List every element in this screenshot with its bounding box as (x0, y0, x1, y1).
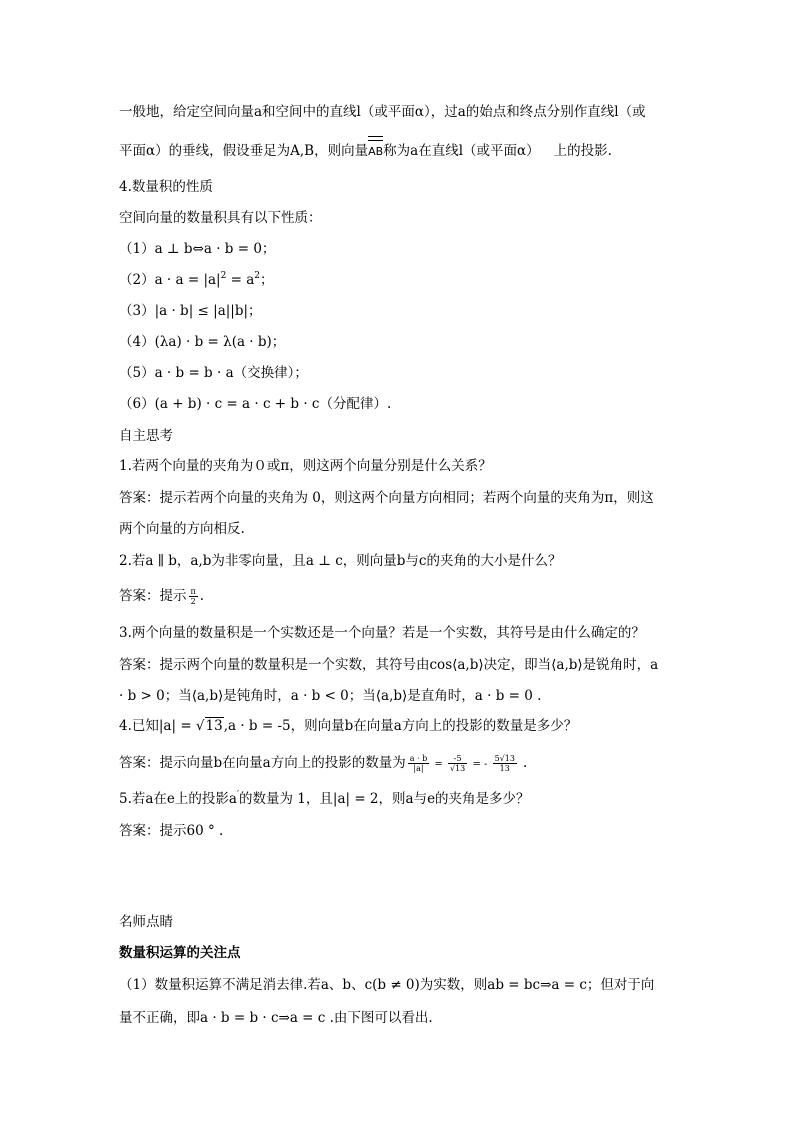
fraction-denominator: 2 (190, 597, 196, 606)
property-1: （1）a ⊥ b⇔a · b = 0； (119, 241, 276, 257)
intro-text: 空间向量的数量积具有以下性质： (119, 210, 322, 226)
radicand: 13 (205, 718, 223, 734)
text-span: 的数量为 1，且|a| = 2，则a与e的夹角是多少？ (239, 791, 530, 807)
text-span: = a (226, 272, 255, 288)
text-span: 5.若a在e上的投影a (119, 791, 237, 807)
self-thinking-heading: 自主思考 (119, 428, 173, 444)
text-span: 4.已知|a| = (119, 718, 196, 734)
fraction-numerator: 5√13 (494, 754, 515, 763)
property-6: （6）(a + b) · c = a · c + b · c（分配律）. (119, 396, 392, 412)
property-2 (119, 270, 679, 290)
sqrt-13: √13 (195, 718, 223, 734)
section-heading: 4.数量积的性质 (119, 179, 213, 195)
teacher-tips-heading: 名师点睛 (119, 914, 173, 930)
text-span: . (522, 755, 528, 771)
text-span: ； (260, 272, 274, 288)
question-1: 1.若两个向量的夹角为０或π，则这两个向量分别是什么关系？ (119, 458, 492, 474)
text-span: = - (469, 759, 491, 770)
text-span: 平面α）的垂线，假设垂足为A,B，则向量 (119, 143, 369, 159)
fraction-pi-over-2 (189, 587, 198, 606)
question-3: 3.两个向量的数量积是一个实数还是一个向量？若是一个实数，其符号是由什么确定的？ (119, 625, 645, 641)
superscript: 2 (254, 271, 261, 281)
question-5 (119, 789, 679, 809)
focus-point-1-line2: 量不正确，即a · b = b · c⇒a = c .由下图可以看出. (119, 1010, 433, 1026)
text-span: = (431, 759, 446, 770)
text-span: 一般地，给定空间向量a和空间中的直线l（或平面α），过a的始点和终点分别作直线l（或 (119, 104, 646, 120)
fraction-minus5-over-sqrt13 (448, 754, 467, 773)
paragraph-projection-line1 (119, 102, 679, 122)
radicand: 13 (504, 754, 515, 763)
question-4 (119, 716, 679, 736)
focus-title: 数量积运算的关注点 (119, 945, 241, 961)
vector-ab: AB (368, 142, 383, 162)
answer-4 (119, 753, 679, 775)
superscript: 2 (220, 271, 227, 281)
text-span: ,a · b = -5，则向量b在向量a方向上的投影的数量是多少？ (223, 718, 578, 734)
fraction-5sqrt13-over-13 (493, 754, 517, 773)
answer-1-line1: 答案：提示若两个向量的夹角为 0，则这两个向量方向相同；若两个向量的夹角为π，则这 (119, 490, 654, 506)
property-5: （5）a · b = b · a（交换律）； (119, 365, 308, 381)
text-span: 称为a在直线l（或平面α） (383, 143, 540, 159)
radicand: 13 (455, 764, 466, 773)
answer-3-line1: 答案：提示两个向量的数量积是一个实数，其符号由cos⟨a,b⟩决定，即当⟨a,b⟩是锐角时，a (119, 657, 659, 673)
property-4: （4）(λa) · b = λ(a · b)； (119, 334, 286, 350)
fraction-denominator: |a| (413, 764, 424, 773)
question-2: 2.若a ∥ b，a,b为非零向量，且a ⊥ c，则向量b与c的夹角的大小是什么？ (119, 553, 562, 569)
fraction-denominator: √13 (449, 764, 466, 773)
text-span: 5 (494, 754, 500, 763)
fraction-denominator: 13 (499, 764, 510, 773)
text-span: 上的投影. (553, 143, 612, 159)
answer-3-line2: · b > 0；当⟨a,b⟩是钝角时，a · b < 0；当⟨a,b⟩是直角时，a · b = 0 . (119, 688, 542, 704)
focus-point-1-line1: （1）数量积运算不满足消去律.若a、b、c(b ≠ 0)为实数，则ab = bc⇒a = c；但对于向 (119, 977, 655, 993)
text-span: 答案：提示 (119, 588, 187, 604)
text-span: （2）a · a = |a| (119, 272, 221, 288)
fraction-ab-over-a (408, 754, 430, 773)
fraction-numerator: π (190, 587, 196, 596)
blank-underline (540, 143, 554, 159)
answer-5: 答案：提示60 ° . (119, 823, 224, 839)
fraction-numerator: -5 (448, 754, 467, 764)
text-span: 答案：提示向量b在向量a方向上的投影的数量为 (119, 755, 406, 771)
property-3: （3）|a · b| ≤ |a||b|； (119, 303, 262, 319)
fraction-numerator: a · b (409, 754, 428, 763)
prime-mark: ′ (236, 790, 240, 800)
answer-2 (119, 586, 679, 606)
paragraph-projection-line2 (119, 141, 679, 162)
answer-1-line2: 两个向量的方向相反. (119, 521, 245, 537)
text-span: . (199, 588, 205, 604)
